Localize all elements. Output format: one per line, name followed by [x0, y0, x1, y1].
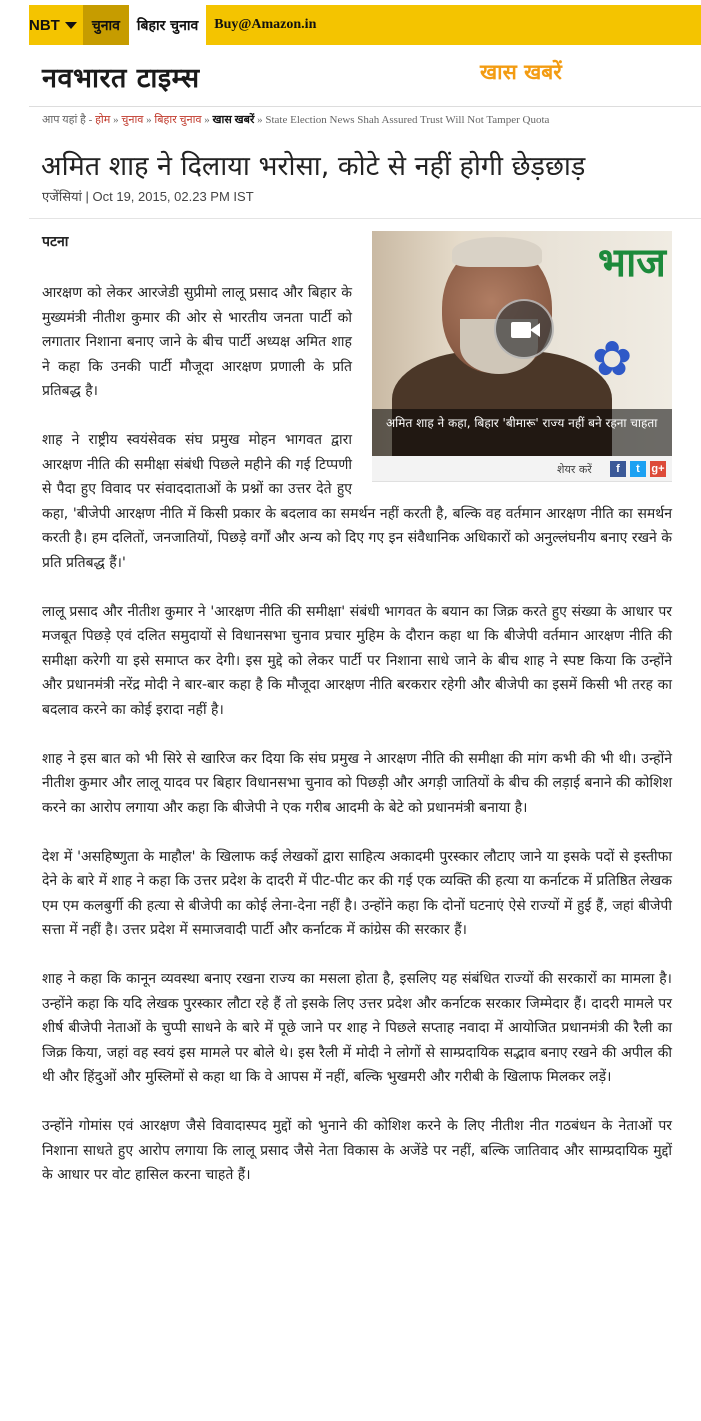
breadcrumb-section: खास खबरें	[212, 114, 255, 126]
breadcrumb-chunav[interactable]: चुनाव	[121, 114, 144, 126]
breadcrumb-sep: »	[204, 114, 210, 126]
share-label: शेयर करें	[557, 463, 592, 476]
tab-bihar-chunav[interactable]: बिहार चुनाव	[129, 5, 206, 45]
nbt-menu[interactable]	[29, 5, 83, 45]
site-logo[interactable]: नवभारत टाइम्स	[42, 63, 200, 94]
twitter-icon[interactable]: t	[630, 461, 646, 477]
person-hair	[452, 237, 542, 267]
breadcrumb-prefix: आप यहां है -	[42, 114, 96, 126]
lotus-icon: ✿	[592, 331, 633, 387]
bjp-banner-text: भाज	[597, 241, 666, 285]
divider	[29, 218, 701, 219]
facebook-icon[interactable]: f	[610, 461, 626, 477]
video-caption: अमित शाह ने कहा, बिहार 'बीमारू' राज्य नहीं बने रहना चाहता	[372, 409, 672, 456]
google-plus-icon[interactable]: g+	[651, 463, 665, 475]
breadcrumb-sep: »	[257, 114, 263, 126]
divider	[29, 106, 701, 107]
breadcrumb-bihar[interactable]: बिहार चुनाव	[154, 114, 202, 126]
media-spacer	[352, 281, 672, 501]
article-paragraph: शाह ने कहा कि कानून व्यवस्था बनाए रखना राज्य का मसला होता है, इसलिए यह संबंधित राज्यों की सरकारों का मामला है। उन्होंने कहा कि यदि लेखक पुरस्कार लौटा रहे हैं तो इसके लिए उत्तर प्रदेश और कर्नाटक सरकार जिम्मेदार हैं। दादरी मामले पर शीर्ष बीजेपी नेताओं के चुप्पी साधने के बारे में पूछे जाने पर शाह ने पिछले सप्ताह नवादा में आयोजित प्रधानमंत्री की रैली का जिक्र किया, जहां वह स्वयं इस मामले पर बोले थे। इस रैली में मोदी ने लोगों से साम्प्रदायिक सद्भाव बनाए रखने की अपील की थी और हिंदुओं और मुस्लिमों से कहा था कि वे आपस में नहीं, बल्कि भुखमरी और गरीबी के खिलाफ मिलकर लड़ें।	[42, 971, 672, 1085]
breadcrumb-sep: »	[146, 114, 152, 126]
article-body	[42, 281, 672, 1212]
breadcrumb-current: State Election News Shah Assured Trust Will Not Tamper Quota	[265, 114, 550, 126]
section-title[interactable]: खास खबरें	[480, 60, 562, 84]
top-nav-bar	[29, 5, 701, 45]
article-paragraph: शाह ने राष्ट्रीय स्वयंसेवक संघ प्रमुख मोहन भागवत द्वारा आरक्षण नीति की समीक्षा संबंधी पिछले महीने की गई टिप्पणी से पैदा हुए विवाद पर संवाददाताओं के प्रश्नों का उत्तर देते हुए कहा, 'बीजेपी आरक्षण नीति में किसी प्रकार के बदलाव का समर्थन नहीं करती है, बल्कि वह वर्तमान आरक्षण नीति का समर्थन करती है। हम दलितों, जनजातियों, पिछड़े वर्गों और अन्य को दिए गए इन संवैधानिक अधिकारों को अनुल्लंघनीय बनाए रखने के प्रति प्रतिबद्ध हैं।'	[42, 432, 672, 571]
caret-down-icon	[65, 22, 77, 29]
article-paragraph: उन्होंने गोमांस एवं आरक्षण जैसे विवादास्पद मुद्दों को भुनाने की कोशिश करने के लिए नीतीश नीत गठबंधन के नेताओं पर निशाना साधते हुए आरोप लगाया कि लालू प्रसाद जैसे नेता विकास के अजेंडे पर नहीं, बल्कि जातिवाद और साम्प्रदायिक मुद्दों के आधार पर वोट हासिल करना चाहते हैं।	[42, 1118, 672, 1183]
breadcrumb	[42, 112, 549, 127]
article-dateline: पटना	[42, 234, 69, 250]
amazon-link[interactable]: Buy@Amazon.in	[214, 17, 317, 32]
article-paragraph: लालू प्रसाद और नीतीश कुमार ने 'आरक्षण नीति की समीक्षा' संबंधी भागवत के बयान का जिक्र करते हुए संख्या के आधार पर मजबूत पिछड़े एवं दलित समुदायों से विधानसभा चुनाव प्रचार मुहिम के दौरान कहा था कि बीजेपी वर्तमान आरक्षण नीति की समीक्षा करेगी या इसे समाप्त कर देगी। इस मुद्दे को लेकर पार्टी पर निशाना साधे जाने के बीच शाह ने स्पष्ट किया कि उन्होंने और प्रधानमंत्री नरेंद्र मोदी ने बार-बार कहा है कि मौजूदा आरक्षण नीति बरकरार रहेगी और बीजेपी का इसमें किसी भी तरह का बदलाव करने का कोई इरादा नहीं है।	[42, 603, 672, 718]
article-byline: एजेंसियां | Oct 19, 2015, 02.23 PM IST	[42, 189, 254, 204]
breadcrumb-sep: »	[113, 114, 119, 126]
article-paragraph: शाह ने इस बात को भी सिरे से खारिज कर दिया कि संघ प्रमुख ने आरक्षण नीति की समीक्षा की मांग कभी की भी थी। उन्होंने नीतीश कुमार और लालू यादव पर बिहार विधानसभा चुनाव को पिछड़ी और अगड़ी जातियों के बीच की लड़ाई बनाने की कोशिश करने का आरोप लगाया और कहा कि बीजेपी ने एक गरीब आदमी के बेटे को प्रधानमंत्री बनाया है।	[42, 750, 672, 816]
article-paragraph: आरक्षण को लेकर आरजेडी सुप्रीमो लालू प्रसाद और बिहार के मुख्यमंत्री नीतीश कुमार की ओर से भारतीय जनता पार्टी को लगातार निशाना बनाए जाने के बीच पार्टी अध्यक्ष अमित शाह ने कहा कि उनकी पार्टी मौजूदा आरक्षण प्रणाली के प्रति प्रतिबद्ध है।	[42, 285, 352, 399]
nbt-label: NBT	[29, 16, 60, 34]
article-headline: अमित शाह ने दिलाया भरोसा, कोटे से नहीं होगी छेड़छाड़	[41, 151, 586, 182]
tab-chunav[interactable]: चुनाव	[83, 5, 129, 45]
article-paragraph: देश में 'असहिष्णुता के माहौल' के खिलाफ कई लेखकों द्वारा साहित्य अकादमी पुरस्कार लौटाए जाने या इसके पदों से इस्तीफा देने के बारे में शाह ने कहा कि उत्तर प्रदेश के दादरी में पीट-पीट कर की गई एक व्यक्ति की हत्या या कर्नाटक में प्रतिष्ठित लेखक एम एम कलबुर्गी की हत्या से बीजेपी का कोई लेना-देना नहीं है। उन्होंने कहा कि दोनों घटनाएं ऐसे राज्यों में हुई हैं, जहां बीजेपी सत्ता में नहीं है। उत्तर प्रदेश में समाजवादी पार्टी और कर्नाटक में कांग्रेस की सरकार हैं।	[42, 848, 672, 938]
breadcrumb-home[interactable]: होम	[95, 114, 111, 126]
